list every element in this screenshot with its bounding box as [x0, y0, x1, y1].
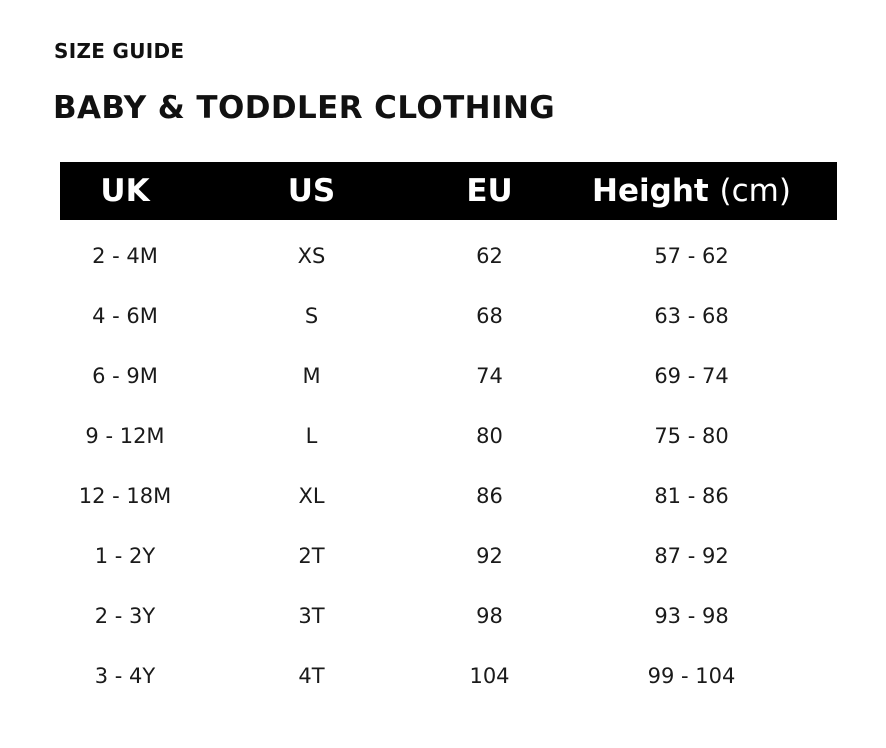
- cell-uk: 4 - 6M: [92, 304, 158, 328]
- cell-us: 4T: [298, 664, 325, 688]
- cell-eu: 68: [476, 304, 503, 328]
- column-header-us: [190, 162, 433, 220]
- cell-eu: 80: [476, 424, 503, 448]
- table-row: [60, 526, 837, 586]
- cell-us: L: [305, 424, 318, 448]
- cell-uk: 9 - 12M: [85, 424, 165, 448]
- cell-uk: 3 - 4Y: [94, 664, 156, 688]
- column-label: US: [287, 173, 336, 209]
- cell-uk: 6 - 9M: [92, 364, 158, 388]
- column-header-uk: [60, 162, 190, 220]
- cell-us: XL: [298, 484, 325, 508]
- cell-eu: 74: [476, 364, 503, 388]
- cell-height: 69 - 74: [654, 364, 729, 388]
- cell-us: S: [304, 304, 319, 328]
- column-label: EU: [466, 173, 513, 209]
- cell-height: 81 - 86: [654, 484, 729, 508]
- table-row: [60, 406, 837, 466]
- table-row: [60, 466, 837, 526]
- table-row: [60, 346, 837, 406]
- column-header-eu: [433, 162, 546, 220]
- cell-height: 87 - 92: [654, 544, 729, 568]
- cell-eu: 104: [469, 664, 510, 688]
- cell-uk: 2 - 3Y: [94, 604, 156, 628]
- column-unit: (cm): [719, 173, 791, 209]
- size-table: [60, 162, 837, 706]
- table-row: [60, 286, 837, 346]
- page-title: BABY & TODDLER CLOTHING: [53, 90, 556, 126]
- column-header-height: [546, 162, 837, 220]
- column-label: UK: [100, 173, 150, 209]
- cell-us: 3T: [298, 604, 325, 628]
- cell-height: 57 - 62: [654, 244, 729, 268]
- cell-us: XS: [297, 244, 326, 268]
- cell-uk: 12 - 18M: [78, 484, 172, 508]
- table-row: [60, 220, 837, 286]
- cell-height: 99 - 104: [647, 664, 736, 688]
- cell-height: 75 - 80: [654, 424, 729, 448]
- cell-eu: 86: [476, 484, 503, 508]
- cell-us: 2T: [298, 544, 325, 568]
- cell-eu: 62: [476, 244, 503, 268]
- header-row: [60, 162, 837, 220]
- cell-eu: 98: [476, 604, 503, 628]
- size-table-header: [60, 162, 837, 220]
- cell-uk: 2 - 4M: [92, 244, 158, 268]
- size-guide-eyebrow: SIZE GUIDE: [54, 39, 185, 63]
- cell-us: M: [302, 364, 321, 388]
- cell-height: 93 - 98: [654, 604, 729, 628]
- table-row: [60, 586, 837, 646]
- column-label: Height: [592, 173, 709, 209]
- cell-height: 63 - 68: [654, 304, 729, 328]
- cell-eu: 92: [476, 544, 503, 568]
- size-table-body: [60, 220, 837, 706]
- cell-uk: 1 - 2Y: [94, 544, 156, 568]
- table-row: [60, 646, 837, 706]
